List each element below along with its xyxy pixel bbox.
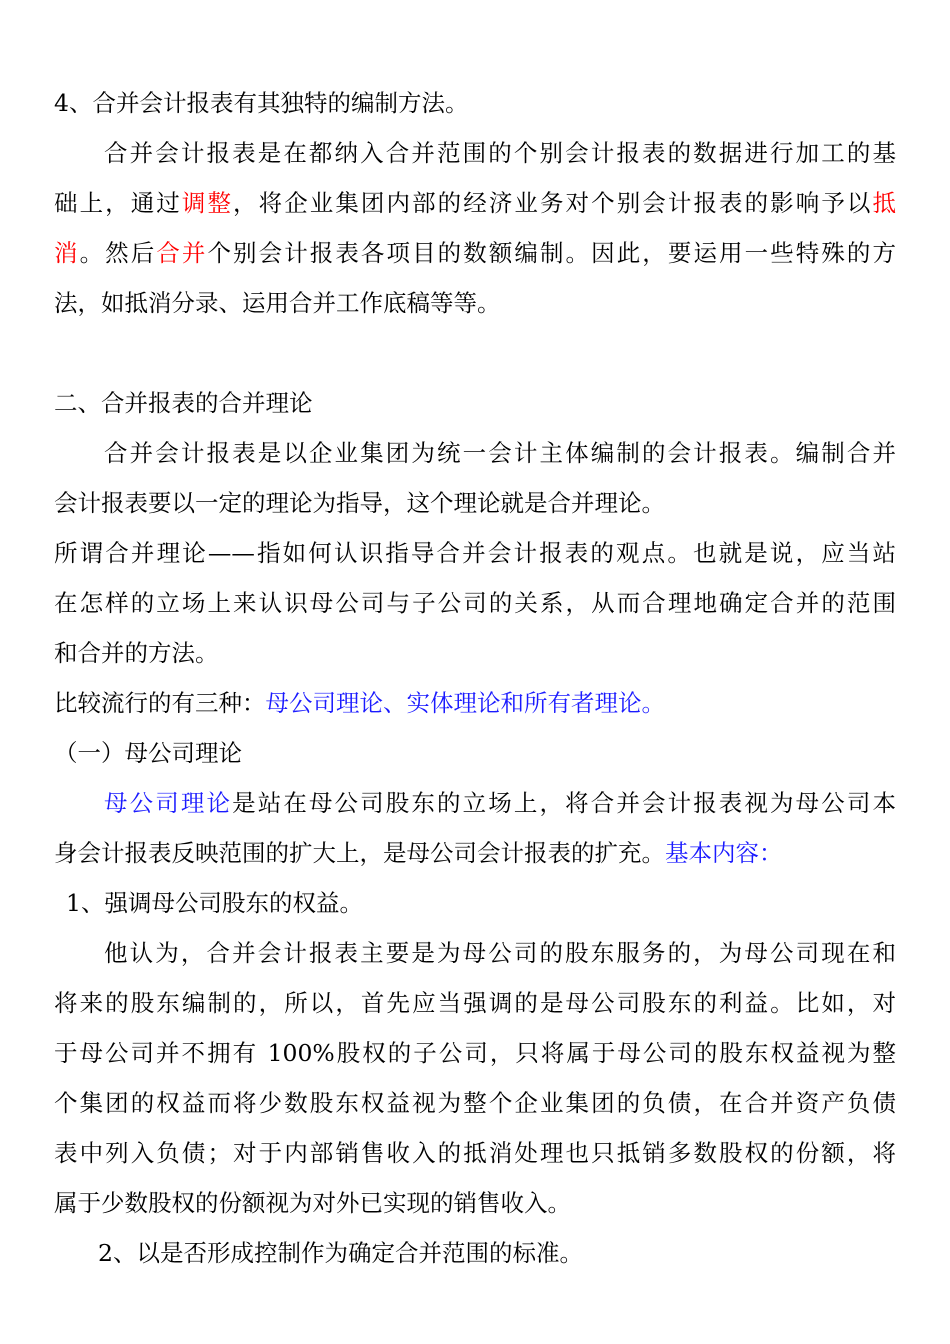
paragraph-text: 合并会计报表是以企业集团为统一会计主体编制的会计报表。编制合并 — [104, 439, 896, 467]
paragraph-text: 比较流行的有三种： — [54, 689, 266, 717]
paragraph-text: 和合并的方法。 — [54, 639, 219, 667]
highlight-merge: 合并 — [156, 239, 208, 267]
paragraph-line — [54, 178, 896, 228]
paragraph-line — [54, 478, 896, 528]
paragraph-line — [54, 528, 896, 578]
paragraph-line — [54, 678, 896, 728]
paragraph-line — [104, 128, 896, 178]
highlight-adjust: 调整 — [181, 189, 234, 217]
list-item-text: 2、以是否形成控制作为确定合并范围的标准。 — [98, 1239, 583, 1267]
paragraph-text: 将来的股东编制的，所以，首先应当强调的是母公司股东的利益。比如，对 — [54, 989, 896, 1017]
paragraph-text: 于母公司并不拥有 100%股权的子公司，只将属于母公司的股东权益视为整 — [54, 1039, 896, 1067]
paragraph-line — [54, 978, 896, 1028]
highlight-offset: 消 — [54, 239, 80, 267]
paragraph-text: 。然后 — [79, 239, 157, 267]
paragraph-line — [54, 1078, 896, 1128]
paragraph-text: 会计报表要以一定的理论为指导，这个理论就是合并理论。 — [54, 489, 665, 517]
paragraph-line — [54, 1028, 896, 1078]
paragraph-line — [54, 278, 896, 328]
paragraph-text: 是站在母公司股东的立场上，将合并会计报表视为母公司本 — [232, 789, 896, 817]
paragraph-line — [54, 578, 896, 628]
paragraph-line — [104, 928, 896, 978]
highlight-parent-theory: 母公司理论 — [104, 789, 233, 817]
paragraph-text: 身会计报表反映范围的扩大上，是母公司会计报表的扩充。 — [54, 839, 665, 867]
highlight-basic-content: 基本内容： — [665, 839, 783, 867]
paragraph-text: ，将企业集团内部的经济业务对个别会计报表的影响予以 — [233, 189, 873, 217]
highlight-theories: 母公司理论、实体理论和所有者理论。 — [265, 689, 665, 717]
paragraph-text: 表中列入负债；对于内部销售收入的抵消处理也只抵销多数股权的份额，将 — [54, 1139, 896, 1167]
list-item-text: 1、强调母公司股东的权益。 — [66, 889, 363, 917]
paragraph-text: 法，如抵消分录、运用合并工作底稿等等。 — [54, 289, 501, 317]
paragraph-text: 他认为，合并会计报表主要是为母公司的股东服务的，为母公司现在和 — [104, 939, 896, 967]
paragraph-line — [104, 428, 896, 478]
subsection-1-heading — [54, 728, 896, 778]
heading-text: 二、合并报表的合并理论 — [54, 389, 313, 417]
highlight-offset: 抵 — [872, 189, 896, 217]
paragraph-line — [54, 828, 896, 878]
section-2-heading — [54, 378, 896, 428]
paragraph-text: 合并会计报表是在都纳入合并范围的个别会计报表的数据进行加工的基 — [104, 139, 896, 167]
heading-text: 4、合并会计报表有其独特的编制方法。 — [54, 89, 469, 117]
list-item — [98, 1228, 940, 1278]
paragraph-line — [54, 628, 896, 678]
paragraph-text: 个集团的权益而将少数股东权益视为整个企业集团的负债，在合并资产负债 — [54, 1089, 896, 1117]
paragraph-line — [104, 778, 896, 828]
heading-text: （一）母公司理论 — [54, 739, 242, 767]
paragraph-text: 所谓合并理论——指如何认识指导合并会计报表的观点。也就是说，应当站 — [54, 539, 896, 567]
paragraph-text: 在怎样的立场上来认识母公司与子公司的关系，从而合理地确定合并的范围 — [54, 589, 896, 617]
list-item — [66, 878, 908, 928]
paragraph-text: 个别会计报表各项目的数额编制。因此，要运用一些特殊的方 — [207, 239, 896, 267]
section-4-heading — [54, 78, 896, 128]
paragraph-line — [54, 228, 896, 278]
paragraph-text: 属于少数股权的份额视为对外已实现的销售收入。 — [54, 1189, 571, 1217]
paragraph-line — [54, 1178, 896, 1228]
paragraph-line — [54, 1128, 896, 1178]
paragraph-text: 础上，通过 — [54, 189, 182, 217]
